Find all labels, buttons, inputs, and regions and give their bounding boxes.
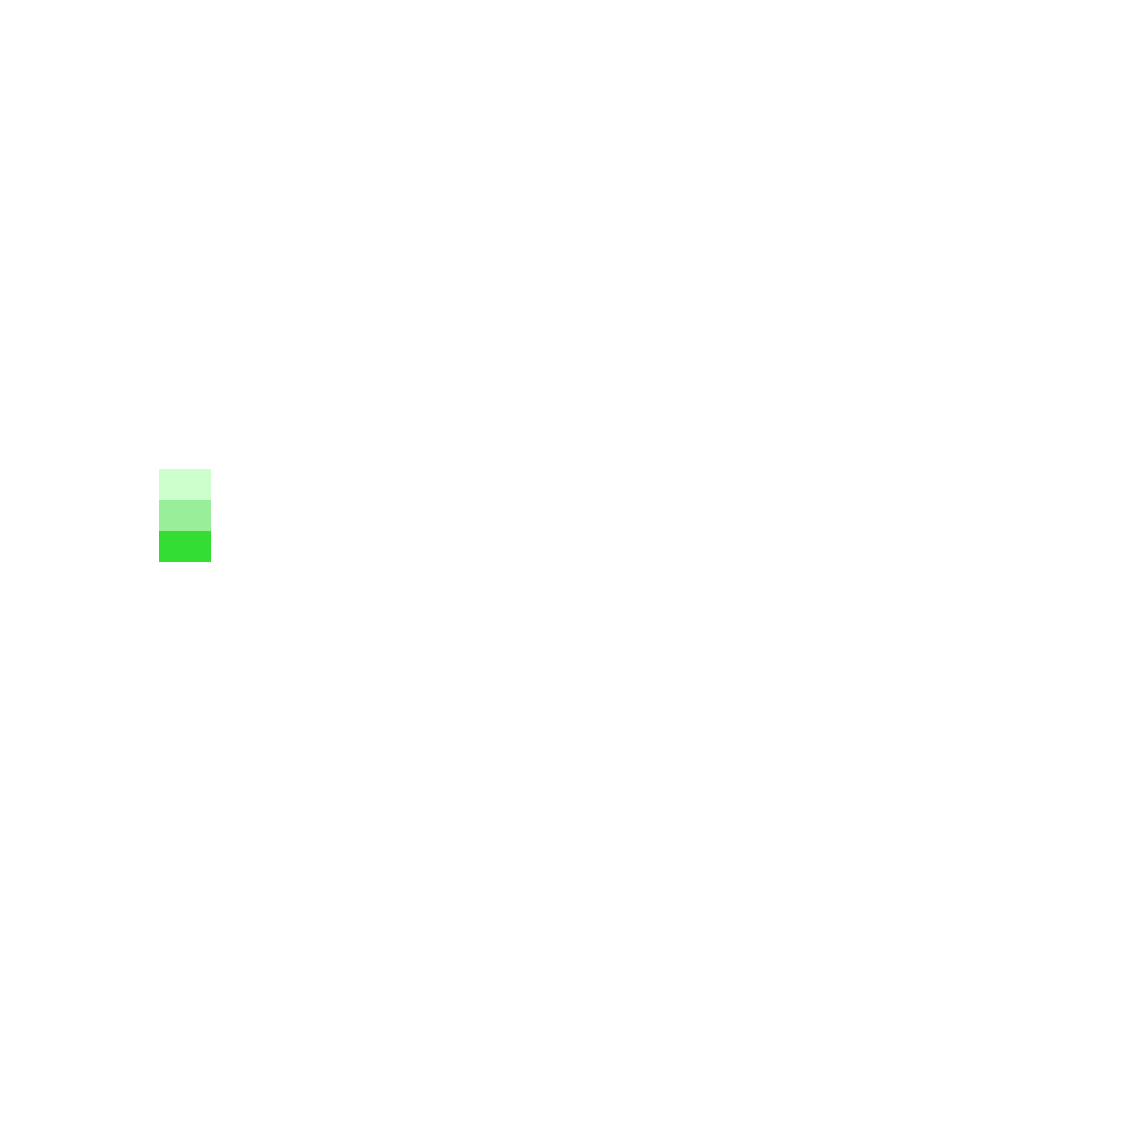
rh90-swatch (159, 531, 211, 562)
rh80-swatch (159, 500, 211, 531)
rh70-swatch (159, 469, 211, 500)
